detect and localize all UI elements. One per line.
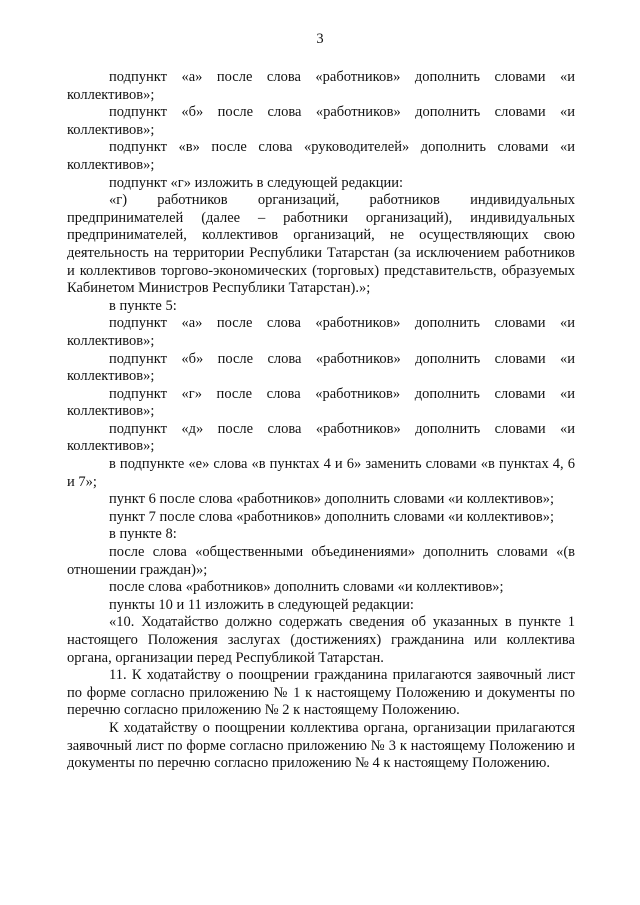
page-number: 3 <box>316 31 324 47</box>
paragraph-point-8-workers: после слова «работников» дополнить словами «и коллективов»; <box>109 579 504 596</box>
paragraph-point-6: пункт 6 после слова «работников» дополнить словами «и коллективов»; <box>109 491 555 508</box>
paragraph-point-7: пункт 7 после слова «работников» дополнить словами «и коллективов»; <box>109 508 555 525</box>
paragraph-points-10-11-intro: пункты 10 и 11 изложить в следующей редакции: <box>109 596 414 613</box>
paragraph-point-11-text: 11. К ходатайству о поощрении гражданина прилагаются заявочный лист по форме согласно приложению № 1 к настоящему Положению и документы по перечню согласно приложению № 2 к настоящему Положению. <box>67 667 575 719</box>
document-body <box>67 69 575 773</box>
paragraph-point-5-d: подпункт «д» после слова «работников» дополнить словами «и коллективов»; <box>67 420 575 455</box>
paragraph-collective-petition: К ходатайству о поощрении коллектива органа, организации прилагаются заявочный лист по форме согласно приложению № 3 к настоящему Положению и документы по перечню согласно приложению № 4 к настоящему Положению. <box>67 719 575 772</box>
paragraph-point-5-intro: в пункте 5: <box>109 297 177 314</box>
paragraph-point-8-public-associations: после слова «общественными объединениями» дополнить словами «(в отношении граждан)»; <box>67 544 575 578</box>
paragraph-subpoint-g-text: «г) работников организаций, работников индивидуальных предпринимателей (далее – работники организаций), индивидуальных предпринимателей, коллективов организаций, не осуществляющих свою деятельность на территории Республики Татарстан (за исключением работников и коллективов торгово-экономических (торговых) представительств, образуемых Кабинетом Министров Республики Татарстан).»; <box>67 192 575 297</box>
paragraph-subpoint-g-intro: подпункт «г» изложить в следующей редакции: <box>109 174 404 191</box>
paragraph-subpoint-b: подпункт «б» после слова «работников» дополнить словами «и коллективов»; <box>67 104 575 138</box>
paragraph-point-5-b: подпункт «б» после слова «работников» дополнить словами «и коллективов»; <box>67 350 575 385</box>
paragraph-subpoint-v: подпункт «в» после слова «руководителей» дополнить словами «и коллективов»; <box>67 139 575 173</box>
paragraph-subpoint-a: подпункт «а» после слова «работников» дополнить словами «и коллективов»; <box>67 69 575 103</box>
paragraph-point-8-intro: в пункте 8: <box>109 526 177 543</box>
paragraph-point-10-text: «10. Ходатайство должно содержать сведения об указанных в пункте 1 настоящего Положения заслугах (достижениях) гражданина или коллектива органа, организации перед Республикой Татарстан. <box>67 614 575 666</box>
paragraph-point-5-a: подпункт «а» после слова «работников» дополнить словами «и коллективов»; <box>67 315 575 349</box>
paragraph-point-5-g: подпункт «г» после слова «работников» дополнить словами «и коллективов»; <box>67 385 575 420</box>
paragraph-point-5-e: в подпункте «е» слова «в пунктах 4 и 6» заменить словами «в пунктах 4, 6 и 7»; <box>67 456 575 490</box>
